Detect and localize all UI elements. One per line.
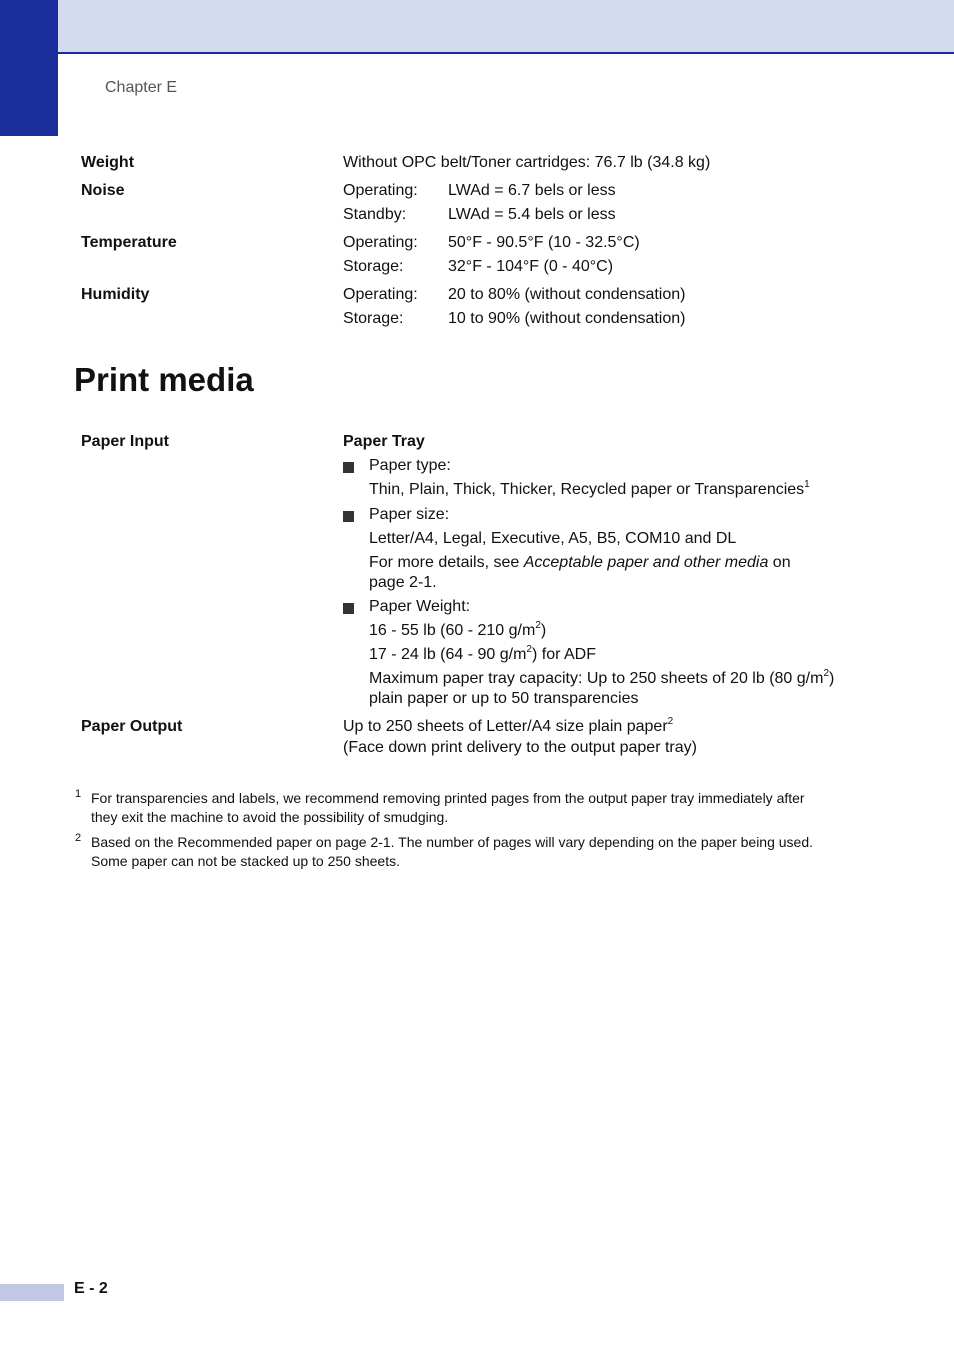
noise-label: Noise — [81, 182, 125, 199]
paper-input-label: Paper Input — [81, 433, 170, 450]
humidity-label: Humidity — [81, 286, 150, 303]
tray-capacity: Maximum paper tray capacity: Up to 250 sheets of 20 lb (80 $g/m^2$) — [369, 668, 835, 687]
paper-size-label: Paper size: — [369, 506, 450, 523]
footnote-ref: 1 — [804, 479, 810, 490]
footnote-number: 1 — [75, 788, 82, 800]
weight-label: Weight — [81, 154, 135, 171]
bullet-icon — [343, 511, 354, 522]
humidity-storage-key: Storage: — [343, 310, 404, 327]
humidity-operating-value: 20 to 80% (without condensation) — [448, 286, 686, 303]
page-number: E - 2 — [74, 1280, 108, 1297]
temperature-storage-value: 32°F - 104°F (0 - 40°C) — [448, 258, 614, 275]
footnote-text: Some paper can not be stacked up to 250 sheets. — [91, 853, 400, 869]
noise-operating-value: LWAd = 6.7 bels or less — [448, 182, 616, 199]
paper-weight-tray: 16 - 55 lb (60 - 210 $g/m^2$) — [369, 620, 547, 639]
footnote-ref: 2 — [667, 716, 674, 727]
noise-standby-value: LWAd = 5.4 bels or less — [448, 206, 616, 223]
paper-output-note: (Face down print delivery to the output paper tray) — [343, 739, 697, 756]
footnote-text: they exit the machine to avoid the possibility of smudging. — [91, 809, 449, 825]
paper-output-value: Up to 250 sheets of Letter/A4 size plain paper$^2$ — [343, 716, 674, 735]
temperature-label: Temperature — [81, 234, 177, 251]
humidity-storage-value: 10 to 90% (without condensation) — [448, 310, 686, 327]
humidity-operating-key: Operating: — [343, 286, 418, 303]
details-reference: For more details, see Acceptable paper and other media on — [369, 554, 791, 571]
noise-operating-key: Operating: — [343, 182, 418, 199]
noise-standby-key: Standby: — [343, 206, 407, 223]
temperature-storage-key: Storage: — [343, 258, 404, 275]
paper-output-label: Paper Output — [81, 718, 183, 735]
chapter-tab — [0, 0, 58, 136]
bullet-icon — [343, 462, 354, 473]
paper-tray-heading: Paper Tray — [343, 433, 425, 450]
tray-capacity-line2: plain paper or up to 50 transparencies — [369, 690, 639, 707]
paper-weight-label: Paper Weight: — [369, 598, 471, 615]
footnote-number: 2 — [75, 832, 82, 844]
paper-weight-adf: 17 - 24 lb (64 - 90 $g/m^2$) for ADF — [369, 644, 596, 663]
header-band — [0, 0, 954, 54]
footer-band — [0, 1284, 64, 1301]
weight-value: Without OPC belt/Toner cartridges: 76.7 lb (34.8 kg) — [343, 154, 711, 171]
chapter-label: Chapter E — [105, 79, 178, 96]
bullet-icon — [343, 603, 354, 614]
footnote-text: Based on the Recommended paper on page 2-1. The number of pages will vary depending on the paper being used. — [91, 834, 814, 850]
section-title: Print media — [74, 361, 254, 398]
footnote-text: For transparencies and labels, we recommend removing printed pages from the output paper tray immediately after — [91, 790, 805, 806]
paper-type-label: Paper type: — [369, 457, 451, 474]
temperature-operating-key: Operating: — [343, 234, 418, 251]
details-reference-line2: page 2-1. — [369, 574, 437, 591]
paper-size-value: Letter/A4, Legal, Executive, A5, B5, COM10 and DL — [369, 530, 737, 547]
paper-type-value: Thin, Plain, Thick, Thicker, Recycled paper or Transparencies$^1$ — [369, 479, 810, 498]
temperature-operating-value: 50°F - 90.5°F (10 - 32.5°C) — [448, 234, 640, 251]
